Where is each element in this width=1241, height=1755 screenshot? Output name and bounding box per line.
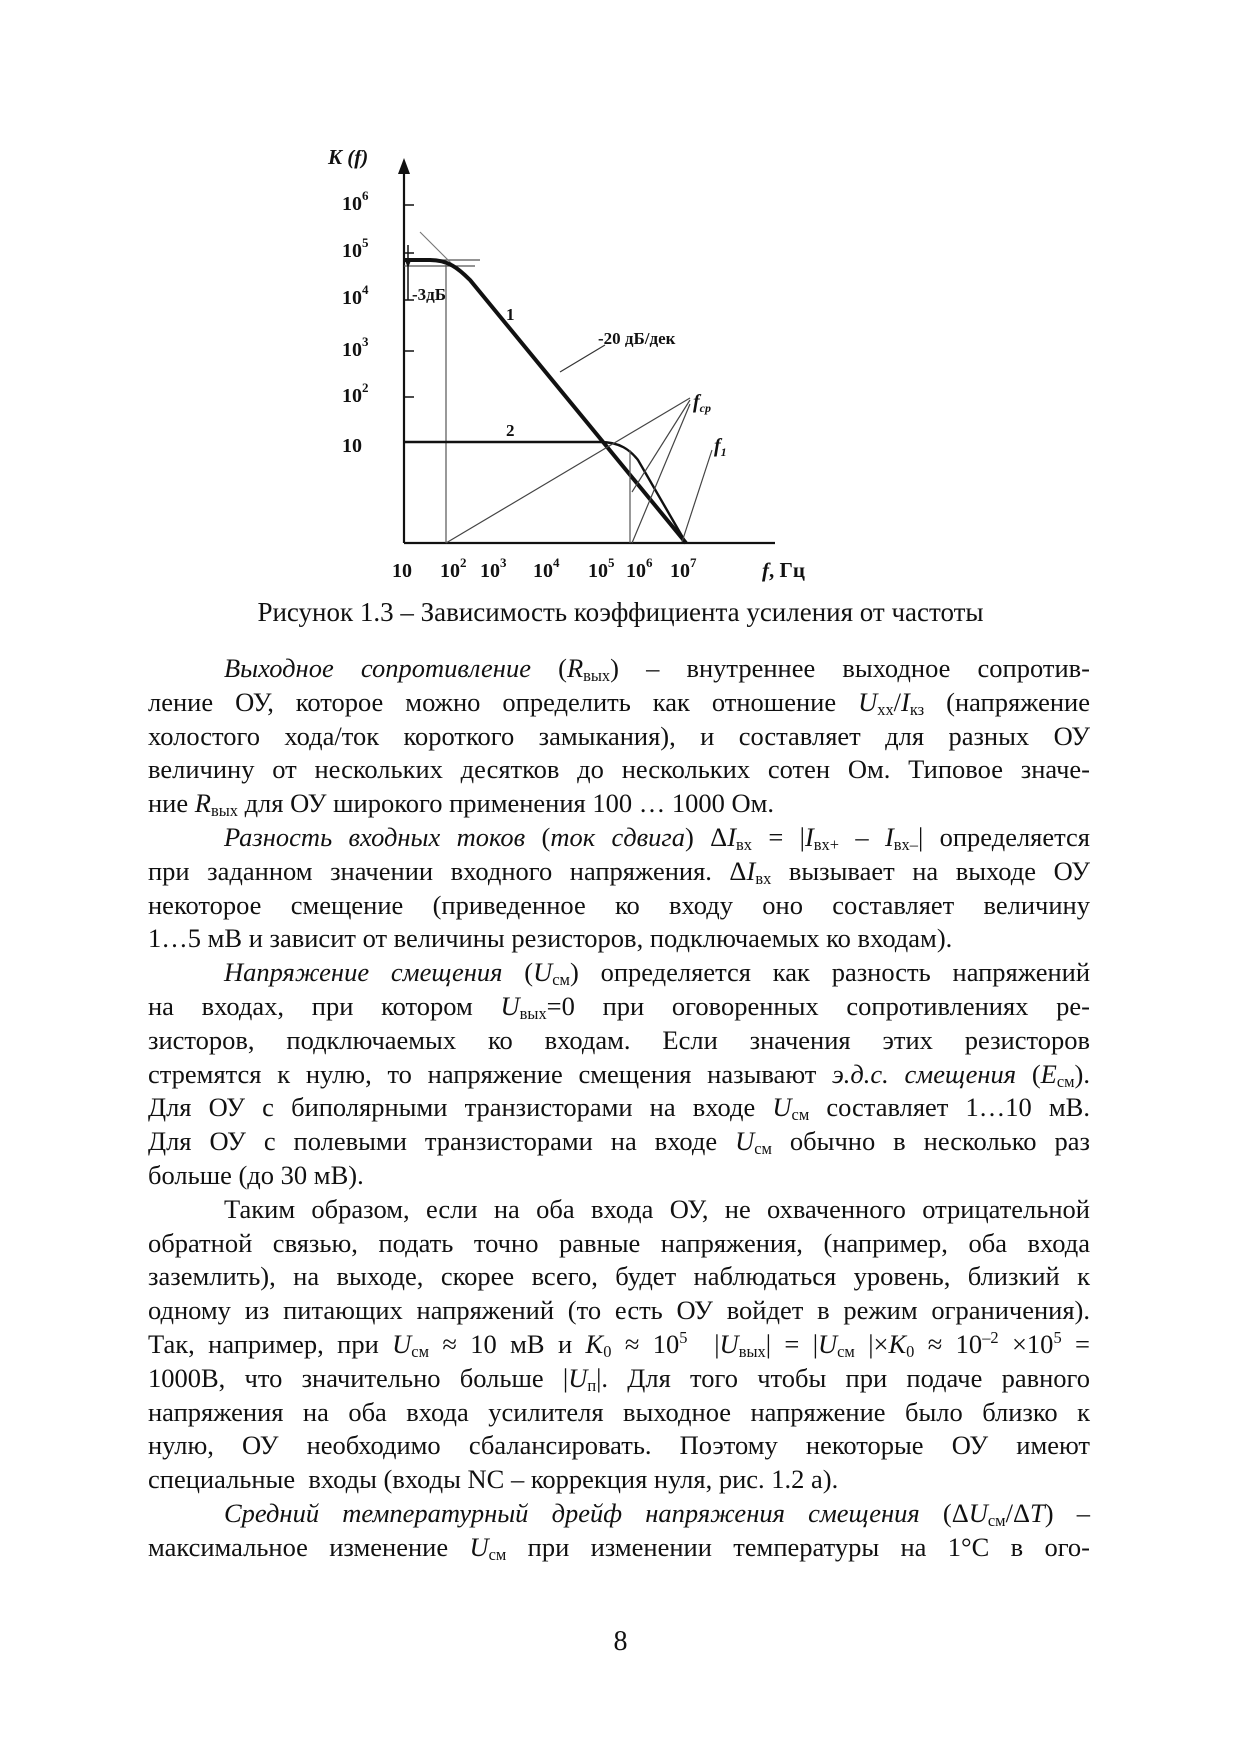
x-tick-1e5: $10^5$ (588, 555, 615, 582)
x-tick-10: 10 (392, 560, 412, 582)
y-axis-arrow (398, 158, 410, 174)
curve-1-label: 1 (506, 305, 515, 324)
annotation-3db: -3дБ (412, 285, 446, 304)
x-tick-1e4: $10^4$ (533, 555, 560, 582)
x-axis-label: f, Гц (762, 558, 805, 582)
label-f1: $f_1$ (714, 435, 727, 459)
paragraph-offset-voltage: Напряжение смещения $(U_{см})$ определяется как разность напряжений (224, 957, 1090, 990)
paragraph-input-offset-current: Разность входных токов (ток сдвига) $\Delta I_{вх} = |I_{вх+} - I_{вх-}|$ определяется (224, 821, 1090, 854)
x-tick-1e3: $10^3$ (480, 555, 507, 582)
y-tick-1e4: $10^4$ (342, 282, 369, 309)
figure-caption: Рисунок 1.3 – Зависимость коэффициента усиления от частоты (257, 597, 984, 627)
paragraph-balancing: Таким образом, если на оба входа ОУ, не охваченного отрицательной (224, 1193, 1090, 1224)
curve-2-label: 2 (506, 421, 515, 440)
gain-frequency-figure (320, 150, 920, 590)
paragraph-temperature-drift: Средний температурный дрейф напряжения смещения $(\Delta U_{см}/\Delta T)$ – (224, 1497, 1090, 1530)
paragraph-line: ление ОУ, которое можно определить как отношение $U_{хх}/I_{кз}$ (напряжение (148, 686, 1091, 719)
y-tick-1e2: $10^2$ (342, 380, 369, 407)
y-tick-1e3: $10^3$ (342, 334, 369, 361)
y-axis-label: K (f) (328, 150, 369, 169)
annotation-slope: -20 дБ/дек (598, 329, 676, 348)
page-number: 8 (613, 1626, 628, 1657)
y-tick-1e6: $10^6$ (342, 188, 369, 215)
paragraph-output-resistance: Выходное сопротивление $(R_{вых})$ – внутреннее выходное сопротив- (224, 653, 1090, 685)
y-tick-1e5: $10^5$ (342, 235, 369, 262)
label-fcp: $f_{ср}$ (693, 391, 711, 415)
x-tick-1e6: $10^6$ (626, 555, 653, 582)
y-tick-10: 10 (342, 435, 362, 457)
body-text: Выходное сопротивление $(R_{вых})$ – внутреннее выходное сопротив- ление ОУ, которое можно определить как отношение $U_{хх}/I_{кз}$ (напряжение холостого хода/ток короткого замыкания), и составляет для разных ОУ величину от нескольких десятков до нескольких сотен Ом. Типовое значе- ние $R_{вых}$ для ОУ широкого применения 100 … 1000 Ом. Разность входных токов (ток сдвига) $\Delta I_{вх} = |I_{вх+} - I_{вх-}|$ определяется при заданном значении входного напряжения. $\Delta I_{вх}$ вызывает на выходе ОУ некоторое смещение (приведенное ко входу оно составляет величину 1…5 мВ и зависит от величины резисторов, подключаемых ко входам). Напряжение смещения $(U_{см})$ определяется как разность напряжений на входах, при котором $U_{вых}=0$ при оговоренных сопротивлениях ре- зисторов, подключаемых ко входам. Если значения этих резисторов стремятся к нулю, то напряжение смещения называют э.д.с. смещения $(E_{см})$. Для ОУ с биполярными транзисторами на входе $U_{см}$ составляет 1…10 мВ. Для ОУ с полевыми транзисторами на входе $U_{см}$ обычно в несколько раз больше (до 30 мВ). Таким образом, если на оба входа ОУ, не охваченного отрицательной обратной связью, подать точно равные напряжения, (например, оба входа заземлить), на выходе, скорее всего, будет наблюдаться уровень, близкий к одному из питающих напряжений (то есть ОУ войдет в режим ограничения). Так, например, при $U_{см} \approx 10$ мВ и $K_0 \approx 10^5$ $|U_{вых}| = |U_{см}$ $|\times K_0 \approx 10^{-2} \times 10^5$ = 1000В, что значительно больше $|U_п|$. Для того чтобы при подаче равного напряжения на оба входа усилителя выходное напряжение было близко к нулю, ОУ необходимо сбалансировать. Поэтому некоторые ОУ имеют специальные входы (входы NC – коррекция нуля, рис. 1.2 а). Средний температурный дрейф напряжения смещения $(\Delta U_{см}/\Delta T)$ – максимальное изменение $U_{см}$ при изменении температуры на 1°С в ого- (148, 653, 1091, 1564)
x-tick-1e7: $10^7$ (670, 555, 697, 582)
x-tick-1e2: $10^2$ (440, 555, 467, 582)
